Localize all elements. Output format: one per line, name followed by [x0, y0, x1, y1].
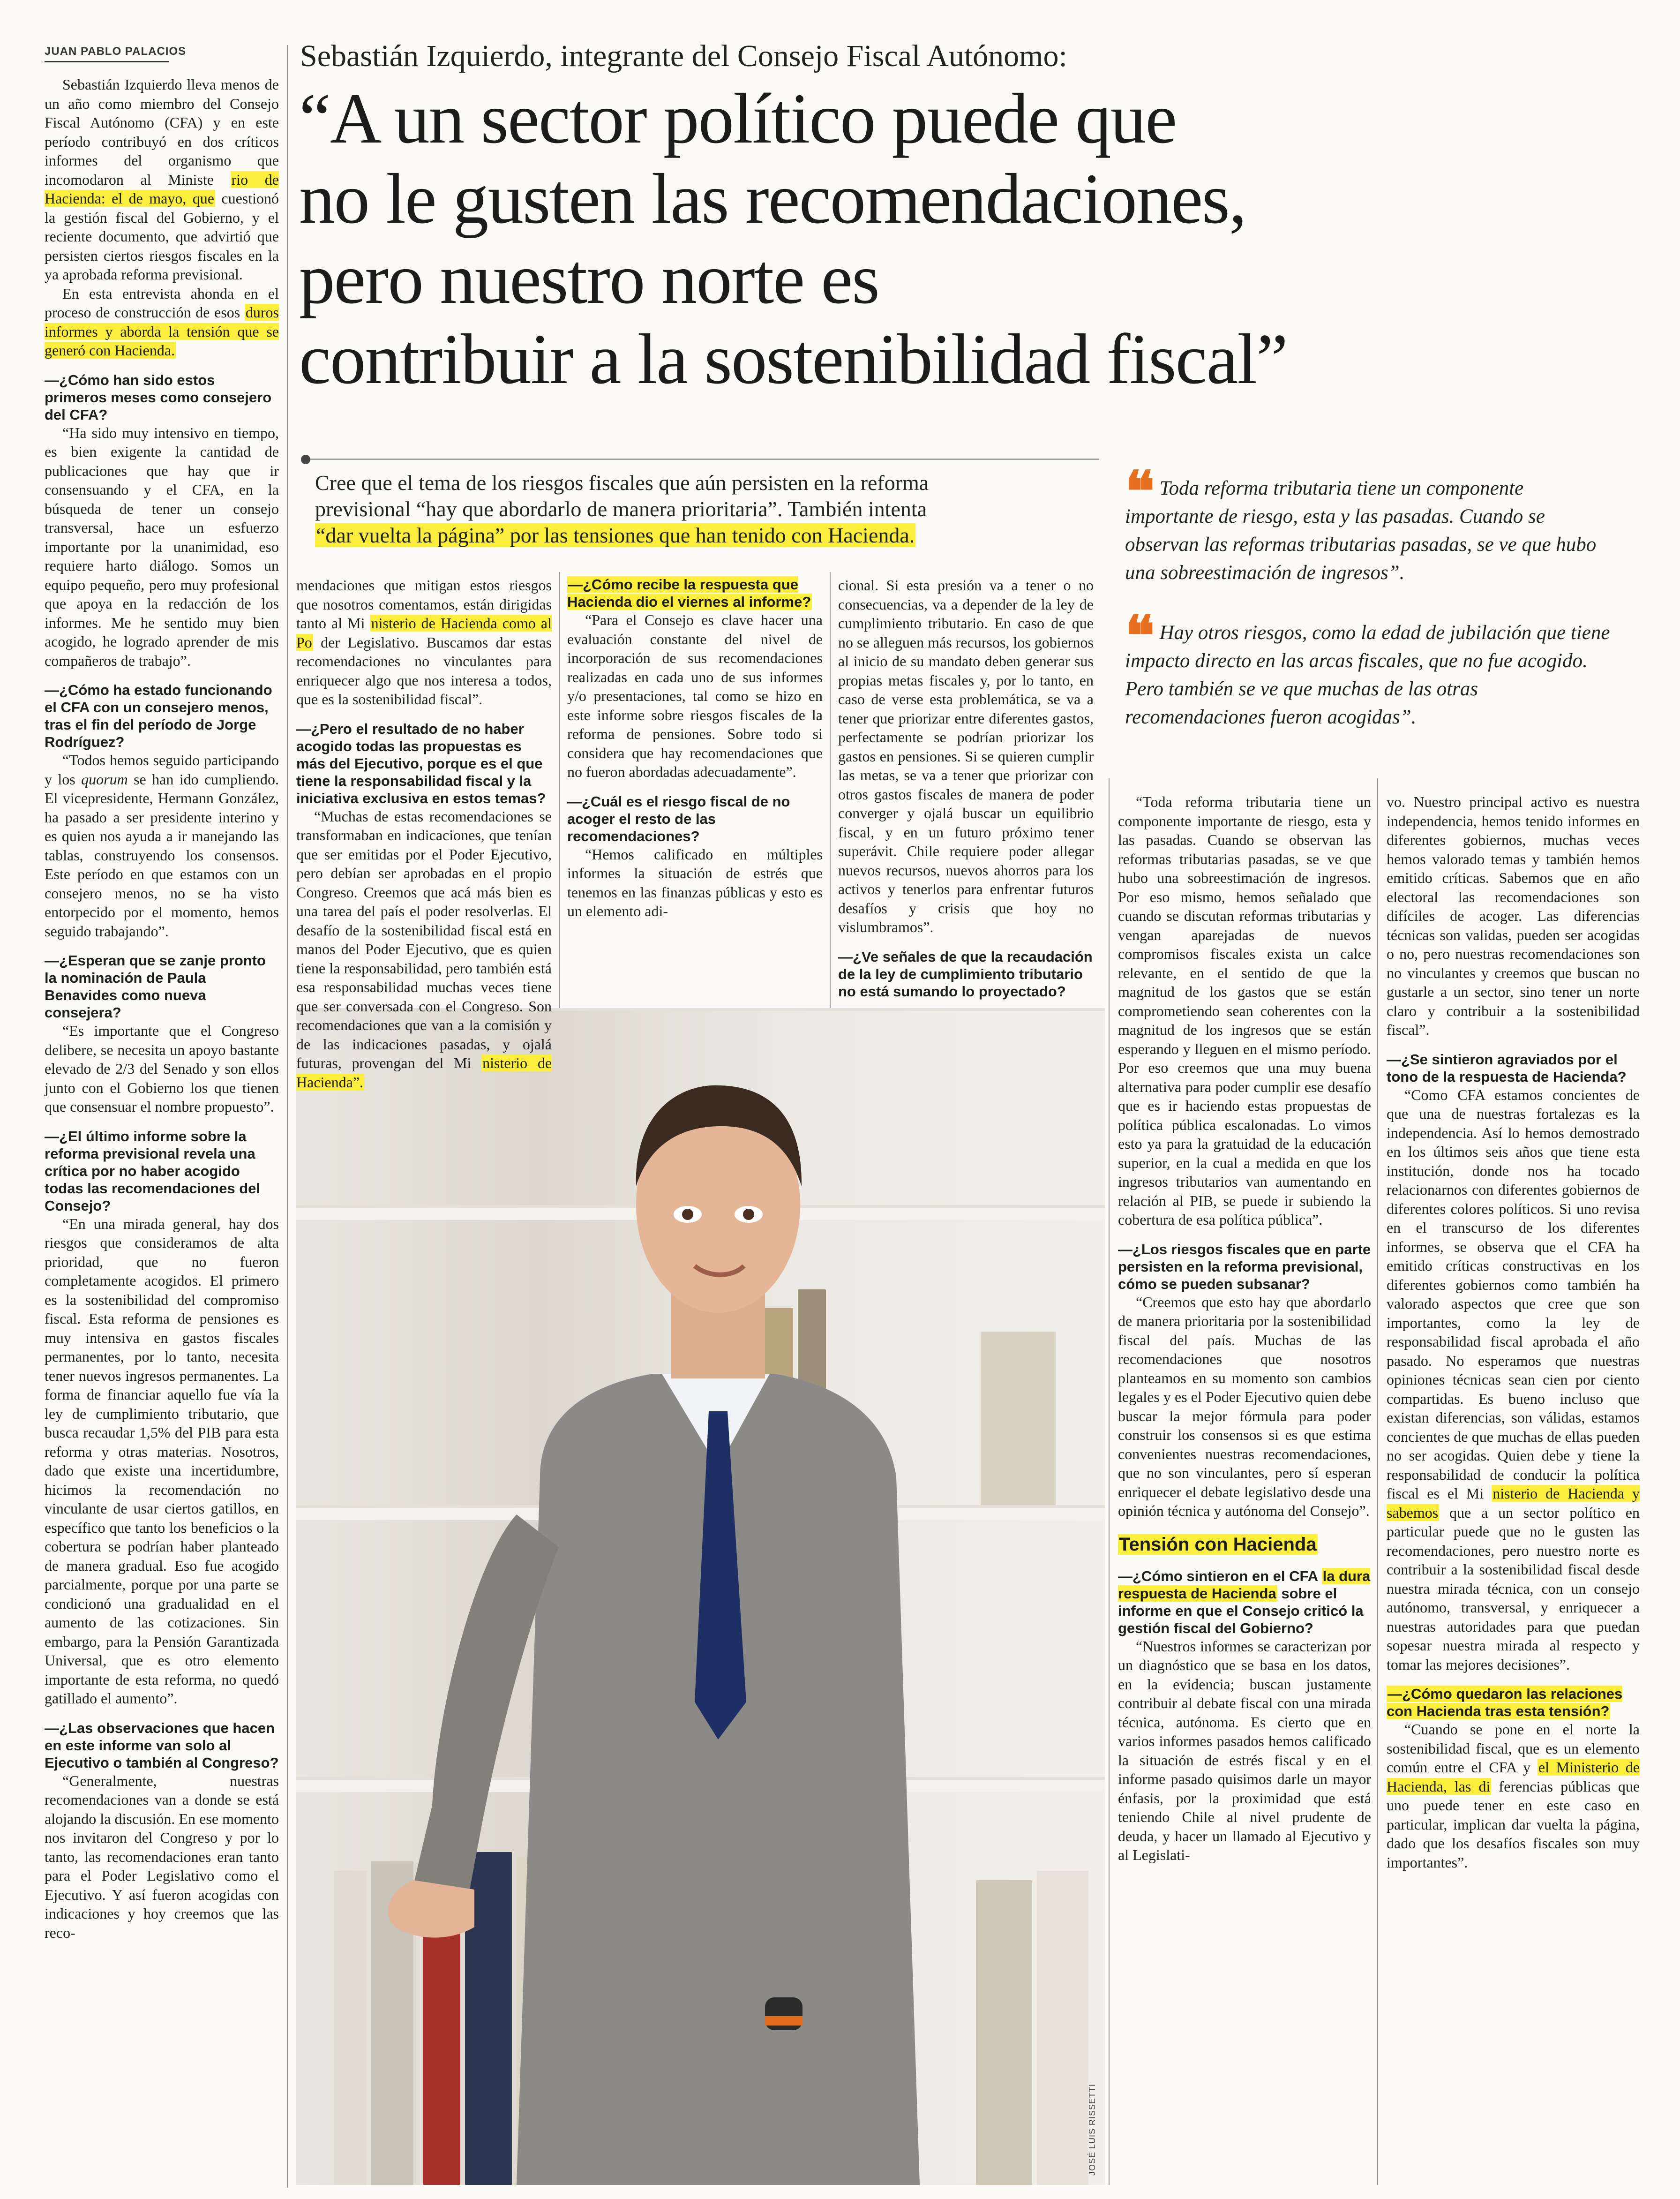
column-1 [45, 75, 279, 1942]
column-rule [1377, 778, 1378, 2185]
text: “Muchas de estas recomendaciones se transformaban en indicaciones, que tenían que ser emitidas por el Poder Ejecutivo, pero debían ser aprobadas en el propio Congreso. Creemos que acá más bien es una tarea del país el poder resolverlas. El desafío de la sostenibilidad fiscal está en manos del Poder Ejecutivo, que es quien tiene la responsabilidad, pero también está esa responsabilidad muchas veces tiene que ser conversada con el Congreso. Son recomendaciones que van a la comisión y de las indicaciones pasadas, y ojalá futuras, provengan del Mi [296, 807, 552, 1071]
column-4 [838, 576, 1094, 1000]
highlight: nisterio de Hacienda como al Po [296, 615, 552, 651]
column-rule [287, 45, 288, 2188]
question: —¿Las observaciones que hacen en este informe van solo al Ejecutivo o también al Congreso? [45, 1719, 279, 1771]
quote-mark-icon: ❝ [1125, 461, 1155, 523]
paragraph [45, 284, 279, 360]
lead-rule [307, 459, 1099, 460]
highlight: rio de Hacienda: el de mayo, que [45, 171, 279, 207]
question: —¿Esperan que se zanje pronto la nominación de Paula Benavides como nueva consejera? [45, 952, 266, 1021]
highlight: la dura respuesta de Hacienda [1118, 1567, 1371, 1602]
answer: “Creemos que esto hay que abordarlo de manera prioritaria por la sostenibilidad fiscal del país. Muchas de las recomendaciones que nosotros planteamos en su momento son cambios legales y es el Poder Ejecutivo quien debe buscar la mejor fórmula para poder construir los consensos si es que estima convenientes nuestras recomendaciones, que no son vinculantes, pero sí esperan enriquecer el debate legislativo desde una opinión técnica y autónoma del Consejo”. [1118, 1293, 1371, 1519]
question [567, 576, 823, 610]
answer: “Ha sido muy intensivo en tiempo, es bien exigente la cantidad de publicaciones que hay que ir consensuando y el CFA, en la búsqueda de tener un consejo transversal, hace un esfuerzo importante por la unanimidad, eso requiere harto diálogo. Somos un equipo pequeño, pero muy profesional que apoya en la redacción de los informes. Me he sentido muy bien acogido, he logrado aprender de mis compañeros de trabajo”. [45, 424, 279, 669]
lead-line: Cree que el tema de los riesgos fiscales que aún persisten en la reforma [315, 471, 929, 495]
question [1387, 1685, 1640, 1720]
headline-line: “A un sector político puede que [299, 79, 1177, 158]
answer: “Toda reforma tributaria tiene un componente importante de riesgo, esta y las pasadas. Cuando se observan las reformas tributarias pasadas, se ve que hubo una sobreestimación de ingresos. Por eso mismo, hemos señalado que cuando se discutan reformas tributarias y vengan aparejadas de nuevos compromisos fiscales exista un calce relevante, en el sentido de que la magnitud de los gastos que se están comprometiendo sean coherentes con la magnitud de los ingresos que se están esperando y lleguen en el mismo período. Por eso creemos que una muy buena alternativa para poder cumplir ese desafío que es ir haciendo estas propuestas de política pública escalonadas. Lo vimos esto ya para la gratuidad de la educación superior, en la cual a medida en que los ingresos tributarios van aumentando en relación al PIB, se puede ir subiendo la cobertura de esa política pública”. [1118, 793, 1371, 1228]
pull-quote-text: Toda reforma tributaria tiene un componente importante de riesgo, esta y las pasadas. Cuando se observan las reformas tributarias pasadas, se ve que hubo una sobreestimación de ingresos”. [1125, 477, 1597, 584]
answer: cional. Si esta presión va a tener o no consecuencias, va a depender de la ley de cumplimiento tributario. En caso de que no se alleguen más recursos, los gobiernos al inicio de su mandato deben generar sus propias metas fiscales y, por lo tanto, en caso de verse esta problemática, se va a tener que priorizar entre diferentes gastos, perfectamente se podrían priorizar los gastos en pensiones. Si se quieren cumplir las metas, se va a tener que priorizar con otros gastos fiscales de manera de poder converger y ojalá buscar un equilibrio fiscal, y en un futuro próximo tener superávit. Chile requiere poder allegar nuevos recursos, nuevos ahorros para los activos y tenerlos para enfrentar futuros desafíos y crisis que hoy no vislumbramos”. [838, 577, 1094, 935]
answer: “En una mirada general, hay dos riesgos que consideramos de alta prioridad, que no fueron completamente acogidos. El primero es la sostenibilidad del compromiso fiscal. Esta reforma de pensiones es muy intensiva en gastos fiscales permanentes, por lo tanto, necesita tener nuevos ingresos permanentes. La forma de financiar aquello fue vía la ley de cumplimiento tributario, que busca recaudar 1,5% del PIB para esta reforma y otras materias. Nosotros, dado que existe una incertidumbre, hicimos la recomendación no vinculante de usar ciertos gatillos, en específico que tanto los beneficios o la cobertura se podrían haber planteado de manera gradual. Eso fue acogido parcialmente, porque por una parte se condicionó una gradualidad en el aumento de las cotizaciones. Sin embargo, para la Pensión Garantizada Universal, que es otro elemento importante de esta reforma, no quedó gatillado el aumento”. [45, 1215, 279, 1707]
paragraph [296, 576, 552, 709]
question: —¿Pero el resultado de no haber acogido todas las propuestas es más del Ejecutivo, porque es el que tiene la responsabilidad fiscal y la iniciativa exclusiva en estos temas? [296, 720, 546, 806]
quote-mark-icon: ❝ [1125, 606, 1155, 667]
highlight: duros informes y aborda la tensión que se generó con Hacienda. [45, 304, 279, 359]
answer: “Hemos calificado en múltiples informes la situación de estrés que tenemos en las finanzas públicas y esto es un elemento adi- [567, 845, 823, 919]
answer: “Generalmente, nuestras recomendaciones van a donde se está alojando la discusión. En ese momento nos invitaron del Congreso y por lo tanto, las recomendaciones eran tanto para el Poder Legislativo como el Ejecutivo. Y así fueron acogidas con indicaciones y hoy creemos que las reco- [45, 1772, 279, 1941]
highlight: el Ministerio de Hacienda, las di [1387, 1759, 1640, 1795]
question: —¿Cuál es el riesgo fiscal de no acoger el resto de las recomendaciones? [567, 793, 790, 844]
pull-quote-text: Hay otros riesgos, como la edad de jubilación que tiene impacto directo en las arcas fiscales, que no fue acogido. Pero también se ve que muchas de las otras recomendaciones fueron acogidas”. [1125, 622, 1610, 728]
italic-text: quorum [81, 770, 128, 788]
question: —¿Se sintieron agraviados por el tono de la respuesta de Hacienda? [1387, 1051, 1627, 1085]
headline-line: pero nuestro norte es [299, 240, 879, 319]
answer [45, 751, 279, 941]
text: cuestionó la gestión fiscal del Gobierno, y el reciente documento, que advirtió que persisten ciertos riesgos fiscales en la ya aprobada reforma previsional. [45, 190, 279, 283]
column-rule [1109, 778, 1110, 2185]
portrait-photo [296, 1008, 1105, 2185]
question: —¿Ve señales de que la recaudación de la ley de cumplimiento tributario no está sumando lo proyectado? [838, 948, 1093, 1000]
column-3 [567, 576, 823, 921]
text: “Cuando se pone en el norte la sostenibilidad fiscal, que es un elemento común entre el CFA y [1387, 1721, 1640, 1776]
text: sobre el informe en que el Consejo criticó la gestión fiscal del Gobierno? [1118, 1585, 1364, 1636]
lead-bullet-icon [301, 455, 310, 464]
person-figure [296, 1008, 1105, 2185]
question: —¿Los riesgos fiscales que en parte persisten en la reforma previsional, cómo se pueden subsanar? [1118, 1241, 1371, 1292]
kicker: Sebastián Izquierdo, integrante del Consejo Fiscal Autónomo: [300, 39, 1067, 73]
answer [1387, 1085, 1640, 1674]
text: que a un sector político en particular puede que no le gusten las recomendaciones, pero nuestro norte es contribuir a la sostenibilidad fiscal desde nuestra mirada técnica, con un consejo autónomo, transversal, y enriquecer a nuestras autoridades para que puedan sopesar nuestra mirada al respecto y tomar las mejores decisiones”. [1387, 1504, 1640, 1673]
text: —¿Cómo sintieron en el CFA [1118, 1567, 1318, 1584]
pull-quote [1125, 461, 1612, 587]
photo-credit: JOSÉ LUIS RISSETTI [1088, 2083, 1097, 2176]
pull-quote [1125, 606, 1612, 731]
answer: “Nuestros informes se caracterizan por un diagnóstico que se basa en los datos, en la evidencia; buscan justamente contribuir al debate fiscal con una mirada técnica, autónoma. Es cierto que en varios informes pasados hemos calificado la situación de estrés fiscal y en el informe pasado quisimos darle un mayor énfasis, por la proximidad que está teniendo Chile al nivel prudente de deuda, y hacer un llamado al Ejecutivo y al Legislati- [1118, 1637, 1371, 1863]
highlight: nisterio de Hacienda y sabemos [1387, 1485, 1640, 1521]
question: —¿Cómo ha estado funcionando el CFA con un consejero menos, tras el fin del período de Jorge Rodríguez? [45, 682, 272, 750]
answer: vo. Nuestro principal activo es nuestra independencia, hemos tenido informes en diferentes gobiernos, muchas veces hemos valorado temas y también hemos emitido críticas. Sabemos que en año electoral las recomendaciones son difíciles de acoger. Las diferencias técnicas son validas, pueden ser acogidas o no, pero nuestras recomendaciones son no vinculantes y creemos que buscan no gustarle a un sector, sino tener un norte claro y contribuir a la sostenibilidad fiscal”. [1387, 793, 1640, 1038]
text: der Legislativo. Buscamos dar estas recomendaciones no vinculantes para enriquecer algo que nos interesa a todos, que es la sostenibilidad fiscal”. [296, 633, 552, 708]
question: —¿El último informe sobre la reforma previsional revela una crítica por no haber acogido todas las recomendaciones del Consejo? [45, 1128, 261, 1214]
column-rule [830, 572, 831, 1050]
text: Sebastián Izquierdo lleva menos de un año como miembro del Consejo Fiscal Autónomo (CFA) y en este período contribuyó en dos críticos informes del organismo que incomodaron al Ministe [45, 76, 279, 188]
highlight: —¿Cómo quedaron las relaciones con Hacienda tras esta tensión? [1387, 1686, 1623, 1719]
text: En esta entrevista ahonda en el proceso de construcción de esos [45, 285, 279, 321]
column-2 [296, 576, 552, 1092]
paragraph [45, 75, 279, 284]
highlight: Tensión con Hacienda [1119, 1534, 1317, 1555]
answer [1387, 1720, 1640, 1872]
text: mendaciones que mitigan estos riesgos que nosotros comentamos, están dirigidas tanto al Mi [296, 577, 552, 632]
text: ferencias públicas que uno puede tener en este caso en particular, implican dar vuelta la página, dado que los desafíos fiscales son muy importantes”. [1387, 1777, 1640, 1871]
byline: JUAN PABLO PALACIOS [45, 45, 186, 62]
answer [296, 807, 552, 1092]
text: “Todos hemos seguido participando y los [45, 752, 279, 788]
lead-line [315, 522, 1112, 549]
lead-line: previsional “hay que abordarlo de manera prioritaria”. También intenta [315, 497, 927, 521]
highlight: —¿Cómo recibe la respuesta que Hacienda dio el viernes al informe? [567, 576, 811, 610]
question [1118, 1567, 1371, 1637]
answer: “Es importante que el Congreso delibere, se necesita un apoyo bastante elevado de 2/3 del Senado y son ellos junto con el Gobierno los que tienen que consensuar el nombre propuesto”. [45, 1022, 279, 1115]
text: “Como CFA estamos concientes de que una de nuestras fortalezas es la independencia. Así lo hemos demostrado en los últimos seis años que tiene esta institución, donde nos ha tocado relacionarnos con diferentes gobiernos de diferentes colores políticos. Si uno revisa en el transcurso de los diferentes informes, se observa que el CFA ha emitido críticas constructivas en los diferentes gobiernos como también ha valorado aspectos que cree que son importantes, como la ley de responsabilidad fiscal aprobada el año pasado. No esperamos que nuestras opiniones técnicas sean cien por ciento compartidas. Es bueno incluso que existan diferencias, son válidas, estamos concientes de que muchas de ellas pueden no ser acogidas. Quien debe y tiene la responsabilidad de conducir la política fiscal es el Mi [1387, 1086, 1640, 1502]
answer: “Para el Consejo es clave hacer una evaluación constante del nivel de incorporación de sus recomendaciones realizadas en cada uno de sus informes y/o presentaciones, tal como se hizo en este informe sobre riesgos fiscales de la reforma de pensiones. Sobre todo si considera que hay recomendaciones que no fueron abordadas adecuadamente”. [567, 611, 823, 780]
column-5 [1118, 792, 1371, 1865]
highlight: nisterio de Hacienda”. [296, 1054, 552, 1091]
text: se han ido cumpliendo. El vicepresidente, Hermann González, ha pasado a ser presidente interino y es quien nos ayuda a ir manejando las tablas, construyendo los consensos. Este período en que estamos con un consejero menos, no se ha visto entorpecido por el momento, hemos seguido trabajando”. [45, 770, 279, 940]
highlight: “dar vuelta la página” por las tensiones que han tenido con Hacienda. [316, 523, 915, 547]
column-6 [1387, 792, 1640, 1872]
lead [315, 470, 1112, 549]
headline-line: contribuir a la sostenibilidad fiscal” [299, 320, 1287, 399]
headline-line: no le gusten las recomendaciones, [299, 159, 1246, 239]
section-subhead [1118, 1533, 1371, 1556]
question: —¿Cómo han sido estos primeros meses como consejero del CFA? [45, 371, 272, 423]
headline [299, 79, 1658, 399]
